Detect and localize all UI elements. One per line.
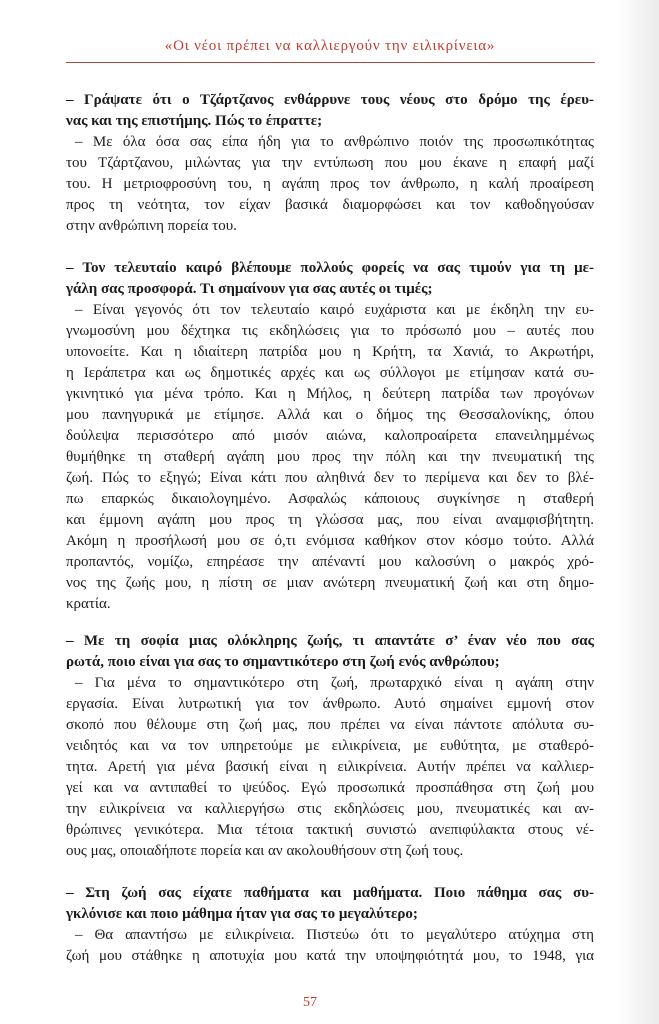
answer-paragraph: [66, 132, 594, 237]
running-header: «Οι νέοι πρέπει να καλλιεργούν την ειλικρίνεια»: [164, 38, 496, 54]
answer-line: του. Η μετριοφροσύνη του, η αγάπη προς τον άνθρωπο, η καλή προαίρεση: [66, 175, 594, 192]
answer-line: Ακόμη η προσήλωσή μου σε ό,τι ενόμισα καθήκον στον κόσμο τούτο. Αλλά: [66, 532, 594, 549]
answer-line: – Θα απαντήσω με ειλικρίνεια. Πιστεύω ότι το μεγαλύτερο ατύχημα στη: [75, 926, 594, 943]
question-paragraph: [66, 631, 594, 673]
question-paragraph: [66, 90, 594, 132]
answer-line: σκοπό που θέλουμε στη ζωή μας, που πρέπει να είναι πάντοτε απόλυτα συ-: [66, 716, 594, 733]
answer-line: και έμμονη αγάπη μου προς τη γλώσσα μας, που είναι αναμφισβήτητη.: [66, 511, 594, 528]
answer-line: γκινητικό για μένα τρόπο. Και η Μήλος, η δεύτερη πατρίδα των προγόνων: [66, 385, 594, 402]
question-paragraph: [66, 258, 594, 300]
answer-line: νειδητός και να τον υπηρετούμε με ειλικρίνεια, με ευθύτητα, με σταθερό-: [66, 737, 594, 754]
question-line: γάλη σας προσφορά. Τι σημαίνουν για σας αυτές οι τιμές;: [66, 280, 433, 297]
answer-line: – Με όλα όσα σας είπα ήδη για το ανθρώπινο ποιόν της προσωπικότητας: [75, 133, 594, 150]
answer-line: ζωή μου στάθηκε η αποτυχία μου κατά την υποψηφιότητά μου, το 1948, για: [66, 947, 594, 964]
answer-line: του Τζάρτζανου, μιλώντας για την εντύπωση που μου έκανε η επαφή μαζί: [66, 154, 594, 171]
answer-paragraph: [66, 673, 594, 862]
question-paragraph: [66, 883, 594, 925]
qa-section: [66, 883, 594, 967]
answer-line: προς τη νεότητα, τον είχαν βασικά διαμορφώσει και τον καθοδηγούσαν: [66, 196, 594, 213]
answer-line: κρατία.: [66, 595, 111, 612]
answer-line: η Ιεράπετρα και ως δημοτικές αρχές και ως σύλλογοι με ετίμησαν κατά συ-: [66, 364, 594, 381]
answer-line: θρώπινες γενικότερα. Μια τέτοια τακτική συνιστώ ανεπιφύλακτα στους νέ-: [66, 821, 594, 838]
header-rule: [66, 62, 595, 63]
qa-section: [66, 631, 594, 862]
question-line: νας και της επιστήμης. Πώς το έπραττε;: [66, 112, 323, 129]
answer-line: – Για μένα το σημαντικότερο στη ζωή, πρωταρχικό είναι η αγάπη στην: [75, 674, 594, 691]
answer-line: εργασία. Είναι λυτρωτική για τον άνθρωπο. Αυτό σημαίνει εμμονή στον: [66, 695, 594, 712]
answer-paragraph: [66, 925, 594, 967]
answer-line: – Είναι γεγονός ότι τον τελευταίο καιρό ευχάριστα και με έκδηλη την ευ-: [75, 301, 594, 318]
answer-line: γεί και να αντιπαθεί το ψεύδος. Εγώ προσωπικά προσπάθησα στη ζωή μου: [66, 779, 594, 796]
page-edge-shadow: [615, 0, 659, 1024]
answer-line: πω επαρκώς δικαιολογημένο. Ασφαλώς κάποιους συγκίνησε η σταθερή: [66, 490, 594, 507]
answer-line: μου πανηγυρικά με ετίμησε. Αλλά και ο δήμος της Θεσσαλονίκης, όπου: [66, 406, 594, 423]
qa-section: [66, 90, 594, 237]
question-line: – Τον τελευταίο καιρό βλέπουμε πολλούς φορείς να σας τιμούν για τη με-: [66, 259, 594, 276]
answer-paragraph: [66, 300, 594, 615]
answer-line: ζωή. Πώς το εξηγώ; Είναι κάτι που αληθινά δεν το περίμενα και δεν το βλέ-: [66, 469, 594, 486]
question-line: – Γράψατε ότι ο Τζάρτζανος ενθάρρυνε τους νέους στο δρόμο της έρευ-: [66, 91, 594, 108]
answer-line: δούλεψα περισσότερο από μισόν αιώνα, καλοπροαίρετα επανειλημμένως: [66, 427, 594, 444]
answer-line: θυμήθηκε τη σταθερή αγάπη μου προς την πόλη και την πνευματική της: [66, 448, 594, 465]
qa-section: [66, 258, 594, 615]
answer-line: νος της ζωής μου, η πίστη σε μιαν ανώτερη πνευματική ζωή και στη δημο-: [66, 574, 594, 591]
answer-line: υπονοείτε. Και η ιδιαίτερη πατρίδα μου η Κρήτη, τα Χανιά, το Ακρωτήρι,: [66, 343, 594, 360]
page-number: 57: [303, 995, 317, 1010]
question-line: γκλόνισε και ποιο μάθημα ήταν για σας το μεγαλύτερο;: [66, 905, 418, 922]
answer-line: στην ανθρώπινη πορεία του.: [66, 217, 237, 234]
answer-line: την ειλικρίνεια να καλλιεργήσω στις εκδηλώσεις μου, πνευματικές και αν-: [66, 800, 594, 817]
answer-line: γνωμοσύνη μου δέχτηκα τις εκδηλώσεις για το πρόσωπό μου – αυτές που: [66, 322, 594, 339]
question-line: – Με τη σοφία μιας ολόκληρης ζωής, τι απαντάτε σ’ έναν νέο που σας: [66, 632, 594, 649]
answer-line: ους μας, οποιαδήποτε πορεία και αν ακολουθήσουν στη ζωή τους.: [66, 842, 464, 859]
answer-line: προπαντός, νομίζω, επηρέασε την απέναντί μου καλοσύνη ο μακρός χρό-: [66, 553, 594, 570]
question-line: – Στη ζωή σας είχατε παθήματα και μαθήματα. Ποιο πάθημα σας συ-: [66, 884, 594, 901]
question-line: ρωτά, ποιο είναι για σας το σημαντικότερο στη ζωή ενός ανθρώπου;: [66, 653, 500, 670]
answer-line: τητα. Αρετή για μένα βασική είναι η ειλικρίνεια. Αυτήν πρέπει να καλλιερ-: [66, 758, 594, 775]
